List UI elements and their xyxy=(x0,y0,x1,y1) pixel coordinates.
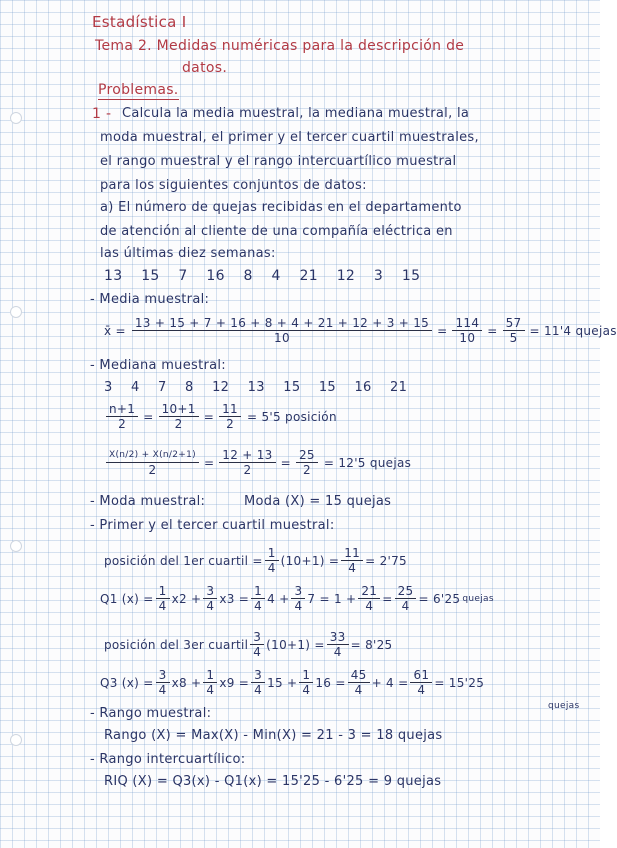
median-value-result: = 12'5 quejas xyxy=(323,455,412,470)
frac-den: 4 xyxy=(158,599,167,613)
frac-num: 1 xyxy=(203,668,217,683)
frac-den: 2 xyxy=(302,463,311,477)
punch-hole xyxy=(10,112,22,124)
mean-sum-denominator: 10 xyxy=(274,331,290,345)
frac-den: 4 xyxy=(417,683,426,697)
q1-position-result: = 2'75 xyxy=(365,553,407,568)
range-expr: Rango (X) = Max(X) - Min(X) = 21 - 3 = 18 quejas xyxy=(104,728,443,743)
q1-position-mid: (10+1) = xyxy=(280,553,340,568)
data-value: 4 xyxy=(271,268,281,284)
statement-line: moda muestral, el primer y el tercer cuartil muestrales, xyxy=(100,130,479,145)
q1-term: x2 + xyxy=(171,591,202,606)
topic-title: Tema 2. Medidas numéricas para la descripción de xyxy=(95,38,465,54)
frac-den: 4 xyxy=(302,683,311,697)
frac-den: 4 xyxy=(254,599,263,613)
frac-num: 12 + 13 xyxy=(219,448,275,463)
part-a-line: a) El número de quejas recibidas en el departamento xyxy=(100,200,462,215)
mean-sum-numerator: 13 + 15 + 7 + 16 + 8 + 4 + 21 + 12 + 3 + 15 xyxy=(132,316,432,331)
data-value: 13 xyxy=(104,268,123,284)
q3-unit: quejas xyxy=(548,701,580,711)
quartiles-label: - Primer y el tercer cuartil muestral: xyxy=(90,518,335,533)
frac-num: 3 xyxy=(156,668,170,683)
part-a-line: de atención al cliente de una compañía eléctrica en xyxy=(100,224,453,239)
data-value: 21 xyxy=(299,268,318,284)
mode-expr: Moda (X) = 15 quejas xyxy=(244,494,392,509)
frac-num: 25 xyxy=(296,448,318,463)
frac-num: 1 xyxy=(299,668,313,683)
frac-den: 4 xyxy=(294,599,303,613)
sorted-value: 7 xyxy=(158,380,167,395)
mean-label: - Media muestral: xyxy=(90,292,210,307)
sorted-value: 15 xyxy=(318,380,336,395)
data-values xyxy=(104,268,434,284)
frac-num: 10+1 xyxy=(159,402,199,417)
iqr-expr: RIQ (X) = Q3(x) - Q1(x) = 15'25 - 6'25 = 9 quejas xyxy=(104,774,442,789)
frac-den: 4 xyxy=(333,645,342,659)
data-value: 15 xyxy=(141,268,160,284)
statement-line: Calcula la media muestral, la mediana muestral, la xyxy=(122,106,470,121)
frac-num: 21 xyxy=(358,584,380,599)
sorted-values xyxy=(104,380,421,396)
punch-hole xyxy=(10,734,22,746)
sorted-value: 3 xyxy=(104,380,113,395)
frac-den: 4 xyxy=(158,683,167,697)
q3-term: 16 = xyxy=(315,675,346,690)
course-title: Estadística I xyxy=(92,13,187,31)
data-value: 12 xyxy=(336,268,356,284)
frac-den: 4 xyxy=(348,561,357,575)
sorted-value: 15 xyxy=(283,380,301,395)
statement-line: el rango muestral y el rango intercuartílico muestral xyxy=(100,154,457,169)
frac-num: 45 xyxy=(348,668,370,683)
frac-den: 2 xyxy=(118,417,127,431)
q1-term: = xyxy=(382,591,393,606)
frac-num: 3 xyxy=(251,668,265,683)
q1-value-formula xyxy=(100,584,494,613)
mean-formula: x̄ = $\frac{13 + 15 + 7 + 16 + 8 + 4 + 21 + 12 + 3 + 15}{10}$ = $\frac{114}{10}$ = $\frac{57}{5}$ = 11'4 quejas xyxy=(104,316,617,345)
q1-term: x3 = xyxy=(219,591,250,606)
punch-hole xyxy=(10,540,22,552)
topic-title-cont: datos. xyxy=(182,60,228,76)
frac-num: 1 xyxy=(265,546,279,561)
q1-term: 7 = 1 + xyxy=(307,591,357,606)
mean-frac2-den: 10 xyxy=(459,331,476,345)
problem-number: 1 - xyxy=(92,106,112,122)
xbar-symbol: x̄ = xyxy=(104,323,126,338)
q3-term: 15 + xyxy=(267,675,298,690)
q1-lhs: Q1 (x) = xyxy=(100,591,154,606)
frac-den: 4 xyxy=(354,683,363,697)
mean-result: = 11'4 quejas xyxy=(529,323,617,338)
data-value: 15 xyxy=(401,268,421,284)
q1-result: = 6'25 xyxy=(418,591,461,606)
frac-num: 33 xyxy=(327,630,349,645)
sorted-value: 13 xyxy=(247,380,265,395)
q3-position-formula xyxy=(104,630,393,659)
sorted-value: 4 xyxy=(131,380,140,395)
median-position-result: = 5'5 posición xyxy=(246,409,337,424)
frac-num: X(n/2) + X(n/2+1) xyxy=(106,448,199,463)
frac-den: 2 xyxy=(226,417,234,431)
frac-den: 4 xyxy=(253,645,262,659)
mode-label: - Moda muestral: xyxy=(90,494,206,509)
frac-num: n+1 xyxy=(106,402,138,417)
punch-hole xyxy=(10,306,22,318)
data-value: 16 xyxy=(206,268,225,284)
frac-den: 4 xyxy=(254,683,263,697)
median-value-formula: $\frac{X(n/2) + X(n/2+1)}{2}$ = $\frac{12 + 13}{2}$ = $\frac{25}{2}$ = 12'5 quejas xyxy=(104,448,411,477)
frac-num: 3 xyxy=(291,584,305,599)
frac-den: 4 xyxy=(365,599,374,613)
q3-lhs: Q3 (x) = xyxy=(100,675,154,690)
frac-num: 25 xyxy=(395,584,417,599)
sorted-value: 8 xyxy=(185,380,194,395)
sorted-value: 16 xyxy=(354,380,372,395)
q1-unit: quejas xyxy=(462,593,494,604)
q3-position-result: = 8'25 xyxy=(350,637,393,652)
q3-term: x9 = xyxy=(219,675,250,690)
frac-num: 1 xyxy=(156,584,170,599)
q1-position-text: posición del 1er cuartil = xyxy=(104,553,263,568)
frac-num: 1 xyxy=(251,584,265,599)
sorted-value: 12 xyxy=(212,380,230,395)
frac-num: 61 xyxy=(410,668,432,683)
data-value: 7 xyxy=(178,268,188,284)
frac-den: 4 xyxy=(206,599,215,613)
data-value: 3 xyxy=(373,268,384,284)
mean-frac3-den: 5 xyxy=(509,331,518,345)
frac-num: 11 xyxy=(219,402,241,417)
median-label: - Mediana muestral: xyxy=(90,358,226,373)
statement-line: para los siguientes conjuntos de datos: xyxy=(100,178,367,193)
mean-frac3-num: 57 xyxy=(503,316,525,331)
q1-position-formula xyxy=(104,546,407,575)
median-position-formula: $\frac{n+1}{2}$ = $\frac{10+1}{2}$ = $\frac{11}{2}$ = 5'5 posición xyxy=(104,402,337,431)
frac-den: 4 xyxy=(401,599,410,613)
q3-term: + 4 = xyxy=(371,675,409,690)
frac-num: 3 xyxy=(203,584,217,599)
q3-value-formula xyxy=(100,668,484,697)
data-value: 8 xyxy=(243,268,253,284)
frac-num: 3 xyxy=(250,630,264,645)
q3-position-mid: (10+1) = xyxy=(266,637,325,652)
mean-frac2-num: 114 xyxy=(452,316,482,331)
frac-den: 2 xyxy=(148,463,157,477)
iqr-label: - Rango intercuartílico: xyxy=(90,752,246,767)
q3-result: = 15'25 xyxy=(434,675,485,690)
q3-term: x8 + xyxy=(171,675,202,690)
frac-den: 4 xyxy=(267,561,276,575)
sorted-value: 21 xyxy=(390,380,408,395)
section-title: Problemas. xyxy=(98,82,179,98)
q3-position-text: posición del 3er cuartil xyxy=(104,637,249,652)
range-label: - Rango muestral: xyxy=(90,706,212,721)
frac-num: 11 xyxy=(341,546,363,561)
frac-den: 2 xyxy=(174,417,183,431)
q1-term: 4 + xyxy=(267,591,290,606)
frac-den: 2 xyxy=(243,463,252,477)
frac-den: 4 xyxy=(206,683,215,697)
part-a-line: las últimas diez semanas: xyxy=(100,246,276,261)
